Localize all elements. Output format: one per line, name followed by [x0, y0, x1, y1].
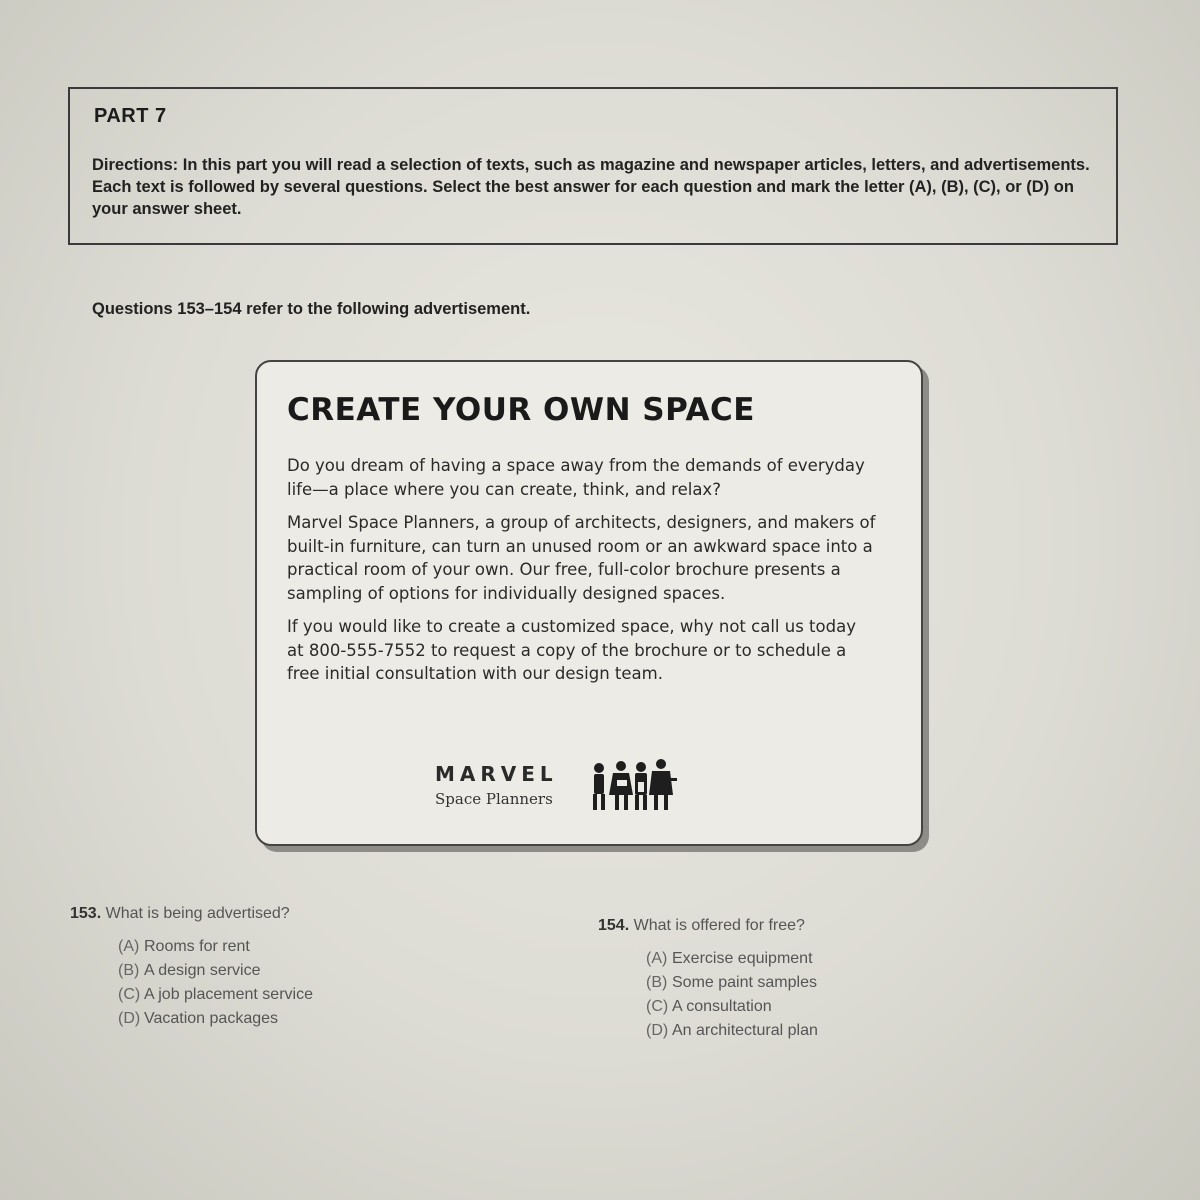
part-title: PART 7 — [94, 105, 167, 127]
advertisement — [255, 360, 923, 846]
answer-option-c[interactable] — [598, 995, 818, 1019]
option-text: Vacation packages — [144, 1010, 279, 1027]
option-text: Exercise equipment — [672, 950, 813, 967]
option-letter: (D) — [646, 1022, 669, 1039]
question-number: 154. — [598, 917, 630, 934]
option-text: A job placement service — [144, 986, 313, 1003]
ad-paragraph-2: Marvel Space Planners, a group of architects, designers, and makers of built-in furniture, can turn an unused room or an awkward space into a practical room of your own. Our free, full-color brochure presents a sampling of options for individually designed spaces. — [287, 513, 876, 603]
people-logo-icon — [589, 758, 679, 812]
brand-block — [435, 758, 695, 818]
option-letter: (D) — [118, 1010, 141, 1027]
brand-name: MARVEL — [435, 762, 558, 786]
directions-box — [68, 87, 1118, 245]
answer-option-b[interactable] — [598, 971, 818, 995]
option-text: Rooms for rent — [144, 938, 250, 955]
option-letter: (B) — [118, 962, 140, 979]
ad-headline: CREATE YOUR OWN SPACE — [287, 392, 755, 428]
answer-option-d[interactable] — [70, 1007, 313, 1031]
question-stem — [70, 905, 313, 923]
question-text: What is being advertised? — [105, 905, 290, 922]
option-text: Some paint samples — [672, 974, 817, 991]
option-letter: (B) — [646, 974, 668, 991]
answer-option-c[interactable] — [70, 983, 313, 1007]
answer-option-a[interactable] — [598, 947, 818, 971]
questions-reference: Questions 153–154 refer to the following advertisement. — [92, 300, 531, 318]
answer-option-a[interactable] — [70, 935, 313, 959]
directions-paragraph — [92, 154, 1094, 220]
option-letter: (A) — [646, 950, 668, 967]
option-letter: (A) — [118, 938, 140, 955]
answer-option-b[interactable] — [70, 959, 313, 983]
directions-text: In this part you will read a selection of texts, such as magazine and newspaper articles, letters, and advertisements. Each text is followed by several questions. Select the best answer for each question and mark the letter (A), (B), (C), or (D) on your answer sheet. — [92, 156, 1090, 218]
question-154 — [598, 917, 818, 1043]
option-letter: (C) — [646, 998, 669, 1015]
option-text: A design service — [144, 962, 261, 979]
option-letter: (C) — [118, 986, 141, 1003]
brand-subtitle: Space Planners — [435, 790, 553, 808]
question-text: What is offered for free? — [633, 917, 805, 934]
answer-option-d[interactable] — [598, 1019, 818, 1043]
ad-paragraph-1: Do you dream of having a space away from the demands of everyday life—a place where you can create, think, and relax? — [287, 456, 865, 499]
option-text: A consultation — [672, 998, 772, 1015]
question-number: 153. — [70, 905, 102, 922]
directions-label: Directions: — [92, 156, 179, 174]
option-text: An architectural plan — [672, 1022, 818, 1039]
question-153 — [70, 905, 313, 1031]
question-stem — [598, 917, 818, 935]
ad-paragraph-3: If you would like to create a customized space, why not call us today at 800-555-7552 to request a copy of the brochure or to schedule a free initial consultation with our design team. — [287, 617, 856, 683]
